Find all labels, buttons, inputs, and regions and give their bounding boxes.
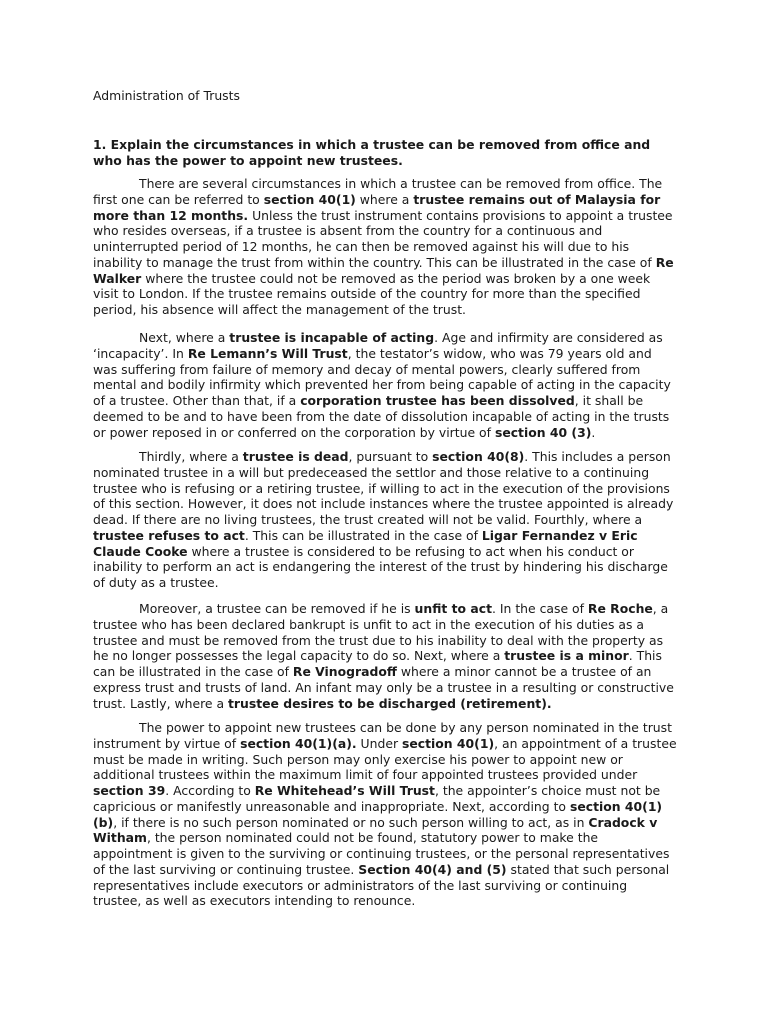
bold-run: section 39 — [93, 783, 166, 798]
text-run: , the testator’s widow, who was 79 years old and was suffering from failure of memory and decay of mental powers, clearly suffered from mental and bodily infirmity which prevented her from being capable of acting in the capacity of a trustee. Other than that, if a — [93, 345, 671, 408]
text-run: . This can be illustrated in the case of — [244, 527, 482, 543]
text-run: . This includes a person nominated trustee in a will but predeceased the settlor and those relative to a continuing trustee who is refusing or a retiring trustee, if willing to act in the execution of the provisions of this section. However, it does not include instances where the trustee appointed is already dead. If there are no living trustees, the trust created will not be valid. Fourthly, where a — [93, 449, 674, 527]
paragraph-4 — [93, 601, 678, 711]
paragraph-2 — [93, 330, 678, 440]
text-run: . Age and infirmity are considered as ‘incapacity’. In — [93, 330, 663, 361]
text-run: where a trustee is considered to be refusing to act when his conduct or inability to perform an act is endangering the interest of the trust by hindering his discharge of duty as a trustee. — [93, 543, 668, 590]
bold-run: Re Lemann’s Will Trust — [187, 345, 348, 361]
question-heading: 1. Explain the circumstances in which a trustee can be removed from office and who has the power to appoint new trustees. — [93, 137, 651, 168]
text-run: , a trustee who has been declared bankrupt is unfit to act in the execution of his duties as a trustee and must be removed from the trust due to his inability to deal with the property as he no longer possesses the legal capacity to do so. Next, where a — [93, 601, 669, 664]
text-run: , the appointer’s choice must not be capricious or manifestly unreasonable and inappropriate. Next, according to — [93, 783, 661, 814]
text-run: Thirdly, where a — [139, 449, 243, 464]
bold-run: Re Vinogradoff — [292, 664, 397, 679]
bold-run: trustee desires to be discharged (retirement). — [227, 695, 552, 711]
bold-run: trustee refuses to act — [93, 527, 245, 543]
bold-run: Cradock v Witham — [93, 814, 658, 846]
paragraph-1 — [93, 176, 678, 318]
text-run: . — [591, 424, 596, 440]
text-run: , it shall be deemed to be and to have been from the date of dissolution incapable of acting in the trusts or power reposed in or conferred on the corporation by virtue of — [93, 393, 670, 440]
text-run: Moreover, a trustee can be removed if he is — [139, 601, 415, 616]
text-run: Unless the trust instrument contains provisions to appoint a trustee who resides overseas, if a trustee is absent from the country for a continuous and uninterrupted period of 12 months, he can then be removed against his will due to his inability to manage the trust from within the country. This can be illustrated in the case of — [93, 207, 673, 270]
text-run: stated that such personal representatives include executors or administrators of the last surviving or continuing trustee, as well as executors intending to renounce. — [93, 861, 670, 909]
bold-run: trustee is a minor — [504, 648, 629, 664]
text-run: , if there is no such person nominated or no such person willing to act, as in — [113, 814, 589, 830]
text-run: where the trustee could not be removed as the period was broken by a one week visit to London. If the trustee remains outside of the country for more than the specified period, his absence will affect the management of the trust. — [93, 270, 651, 317]
text-run: There are several circumstances in which a trustee can be removed from office. The first one can be referred to — [93, 176, 663, 207]
bold-run: corporation trustee has been dissolved — [300, 393, 575, 408]
bold-run: trustee remains out of Malaysia for more than 12 months. — [93, 191, 661, 223]
bold-run: trustee is incapable of acting — [229, 330, 435, 345]
text-run: . According to — [165, 783, 255, 798]
paragraph-3 — [93, 449, 678, 591]
text-run: where a — [355, 191, 414, 207]
text-run: where a minor cannot be a trustee of an express trust and trusts of land. An infant may only be a trustee in a resulting or constructive trust. Lastly, where a — [93, 664, 674, 711]
bold-run: Ligar Fernandez v Eric Claude Cooke — [93, 527, 638, 559]
text-run: . In the case of — [492, 601, 588, 616]
bold-run: unfit to act — [414, 601, 492, 616]
bold-run: Re Roche — [587, 601, 653, 616]
bold-run: section 40 (3) — [494, 424, 592, 440]
bold-run: Section 40(4) and (5) — [358, 861, 507, 877]
text-run: , an appointment of a trustee must be made in writing. Such person may only exercise his power to appoint new or additional trustees within the maximum limit of four appointed trustees provided under — [93, 735, 677, 783]
bold-run: section 40(1) — [401, 735, 495, 751]
paragraph-5 — [93, 720, 678, 909]
text-run: Under — [356, 735, 402, 751]
document-title: Administration of Trusts — [93, 88, 240, 103]
text-run: , the person nominated could not be found, statutory power to make the appointment is given to the surviving or continuing trustees, or the personal representatives of the last surviving or continuing trustee. — [93, 830, 670, 877]
text-run: . This can be illustrated in the case of — [93, 648, 662, 679]
text-run: The power to appoint new trustees can be done by any person nominated in the trust instrument by virtue of — [93, 720, 672, 751]
bold-run: Re Walker — [93, 254, 674, 286]
bold-run: section 40(8) — [432, 449, 525, 464]
bold-run: Re Whitehead’s Will Trust — [254, 783, 435, 798]
text-run: , pursuant to — [348, 449, 433, 464]
bold-run: section 40(1) — [263, 191, 356, 207]
text-run: Next, where a — [139, 330, 230, 345]
bold-run: trustee is dead — [242, 449, 349, 464]
bold-run: section 40(1)(a). — [240, 735, 357, 751]
bold-run: section 40(1) (b) — [93, 798, 663, 830]
